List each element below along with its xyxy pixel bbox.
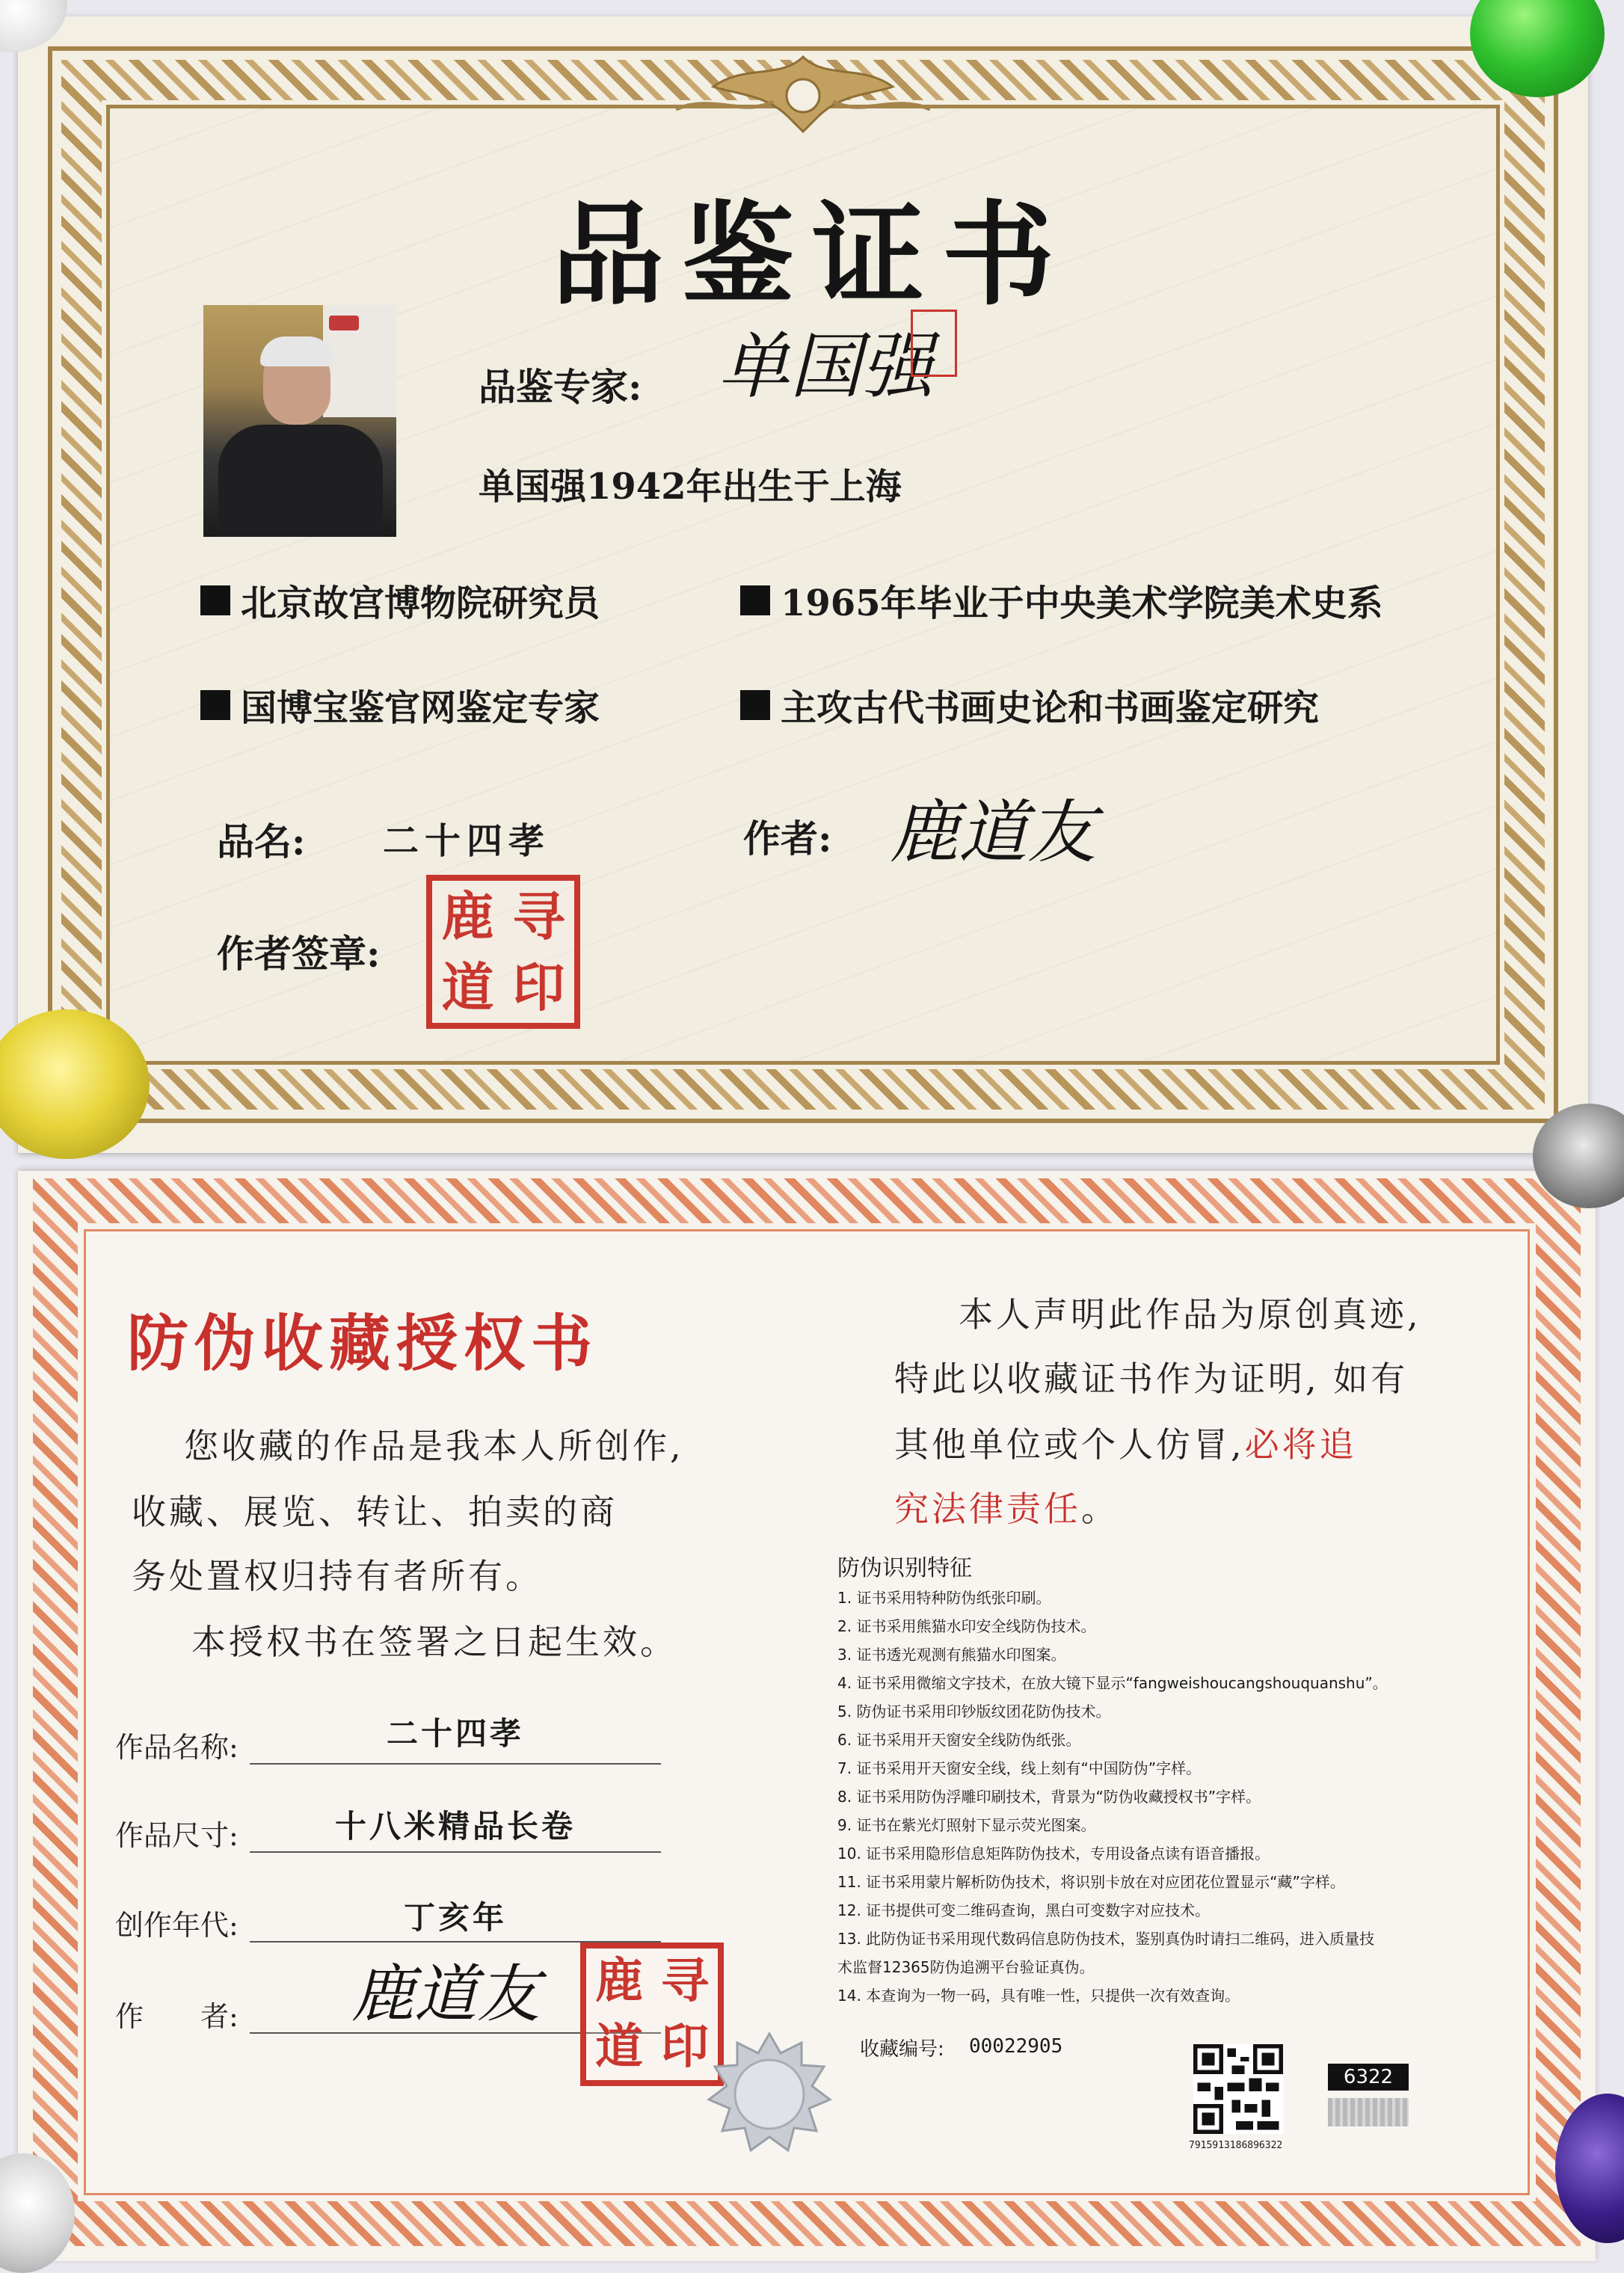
tag-number: 6322 [1328,2064,1409,2091]
statement-line: 收藏、展览、转让、拍卖的商 [132,1492,618,1532]
credential-item: 主攻古代书画史论和书画鉴定研究 [740,679,1319,731]
expert-photo [203,305,396,537]
work-name-label: 作品名称: [115,1731,239,1764]
list-item: 12. 证书提供可变二维码查询，黑白可变数字对应技术。 [837,1901,1211,1919]
author-signature: 鹿道友 [890,793,1097,873]
list-item: 13. 此防伪证书采用现代数码信息防伪技术，鉴别真伪时请扫二维码，进入质量技 [837,1930,1375,1948]
qr-code-icon[interactable] [1193,2044,1283,2134]
bullet-square-icon [200,585,230,615]
list-item: 11. 证书采用蒙片解析防伪技术，将识别卡放在对应团花位置显示“藏”字样。 [837,1873,1345,1891]
list-item: 8. 证书采用防伪浮雕印刷技术，背景为“防伪收藏授权书”字样。 [837,1788,1261,1806]
field-underline [250,1763,661,1765]
author-label: 作 者: [115,2000,239,2033]
author-seal: 鹿 寻 道 印 [426,875,580,1029]
credential-item: 1965年毕业于中央美术学院美术史系 [740,574,1383,626]
credential-item: 北京故宫博物院研究员 [200,574,600,626]
expert-signature: 单国强 [718,325,933,408]
work-size-value: 十八米精品长卷 [334,1808,576,1845]
work-size-label: 作品尺寸: [115,1819,239,1852]
hologram-sticker-icon [706,2031,833,2158]
declaration-line: 究法律责任。 [894,1489,1119,1529]
declaration-line: 其他单位或个人仿冒,必将追 [894,1424,1357,1465]
credential-item: 国博宝鉴官网鉴定专家 [200,679,600,731]
serial-number: 00022905 [969,2035,1063,2058]
scratch-label [1328,2098,1409,2126]
list-item: 14. 本查询为一物一码，具有唯一性，只提供一次有效查询。 [837,1987,1240,2005]
creation-year-value: 丁亥年 [403,1899,507,1936]
item-name-value: 二十四孝 [383,820,551,862]
statement-line: 您收藏的作品是我本人所创作, [184,1426,684,1466]
list-item: 10. 证书采用隐形信息矩阵防伪技术，专用设备点读有语音播报。 [837,1845,1270,1863]
work-name-value: 二十四孝 [386,1715,524,1752]
creation-year-label: 创作年代: [115,1909,239,1942]
statement-line: 务处置权归持有者所有。 [132,1556,543,1596]
statement-line: 本授权书在签署之日起生效。 [191,1622,677,1662]
expert-small-seal [911,310,957,377]
certificate-title: 品鉴证书 [551,189,1072,321]
seal-label: 作者签章: [217,932,381,976]
declaration-line: 本人声明此作品为原创真迹, [959,1294,1421,1335]
author-seal: 鹿 寻 道 印 [580,1943,724,2086]
list-item: 4. 证书采用微缩文字技术，在放大镜下显示“fangweishoucangshouquanshu”。 [837,1674,1388,1692]
bullet-square-icon [740,585,770,615]
ornamental-crest-icon [646,49,960,139]
author-label: 作者: [743,816,832,861]
bullet-square-icon [200,690,230,720]
list-item: 6. 证书采用开天窗安全线防伪纸张。 [837,1731,1081,1749]
features-title: 防伪识别特征 [837,1555,972,1581]
list-item: 1. 证书采用特种防伪纸张印刷。 [837,1589,1051,1607]
bullet-square-icon [740,690,770,720]
field-underline [250,1851,661,1853]
authorization-title: 防伪收藏授权书 [127,1308,599,1380]
list-item: 3. 证书透光观测有熊猫水印图案。 [837,1646,1066,1664]
list-item: 2. 证书采用熊猫水印安全线防伪技术。 [837,1617,1096,1635]
author-signature: 鹿道友 [351,1957,541,2031]
item-name-label: 品名: [217,819,306,864]
list-item: 9. 证书在紫光灯照射下显示荧光图案。 [837,1816,1096,1834]
expert-bio: 单国强1942年出生于上海 [479,466,902,508]
list-item: 5. 防伪证书采用印钞版纹团花防伪技术。 [837,1703,1111,1720]
declaration-line: 特此以收藏证书作为证明, 如有 [894,1359,1409,1399]
qr-caption: 7915913186896322 [1189,2140,1283,2151]
list-item: 7. 证书采用开天窗安全线，线上刻有“中国防伪”字样。 [837,1759,1202,1777]
list-item: 术监督12365防伪追溯平台验证真伪。 [837,1958,1095,1976]
serial-label: 收藏编号: [860,2038,944,2061]
expert-label: 品鉴专家: [479,365,642,409]
features-list [837,1584,1510,2010]
